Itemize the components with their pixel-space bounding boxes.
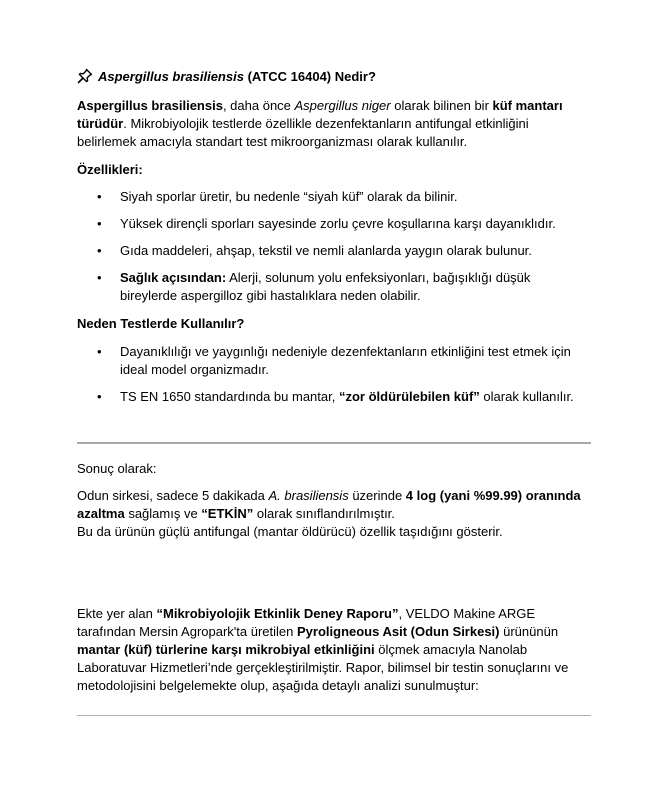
result-text-3: sağlamış ve — [124, 506, 202, 521]
why-heading: Neden Testlerde Kullanılır? — [77, 316, 245, 331]
list-item-text: Siyah sporlar üretir, bu nedenle “siyah küf” olarak da bilinir. — [120, 189, 458, 204]
divider — [77, 442, 591, 444]
report-text-2: , VELDO Makine ARGE tarafından Mersin Agropark'ta üretilen — [77, 606, 536, 639]
intro-text-1: , daha önce — [222, 98, 295, 113]
bullet: • — [97, 389, 102, 404]
intro-species: Aspergillus brasiliensis — [77, 98, 223, 113]
bullet: • — [97, 216, 102, 231]
list-item-text: Yüksek dirençli sporları sayesinde zorlu çevre koşullarına karşı dayanıklıdır. — [120, 216, 556, 231]
result-text-4: olarak sınıflandırılmıştır. — [253, 506, 395, 521]
list-item-text — [120, 388, 590, 406]
report-product: Pyroligneous Asit (Odun Sirkesi) — [297, 624, 500, 639]
result-heading: Sonuç olarak: — [77, 461, 157, 476]
item2-text-a: TS EN 1650 standardında bu mantar, — [120, 389, 339, 404]
list-item-text: Dayanıklılığı ve yaygınlığı nedeniyle dezenfektanların etkinliğini test etmek için ideal model organizmadır. — [120, 344, 571, 377]
result-species: A. brasiliensis — [268, 488, 349, 503]
features-heading: Özellikleri: — [77, 162, 143, 177]
result-text-2: üzerinde — [348, 488, 406, 503]
intro-paragraph — [77, 97, 591, 151]
report-title: “Mikrobiyolojik Etkinlik Deney Raporu” — [156, 606, 399, 621]
result-reduction: 4 log (yani %99.99) oranında azaltma — [77, 488, 581, 521]
pushpin-icon — [77, 68, 93, 84]
report-text-4: ölçmek amacıyla Nanolab Laboratuvar Hizmetleri’nde gerçekleştirilmiştir. Rapor, bilimsel bir testin sonuçlarını ve metodolojisini belgelemekte olup, aşağıda detaylı analizi sunulmuştur: — [77, 642, 569, 693]
report-scope: mantar (küf) türlerine karşı mikrobiyal etkinliğini — [77, 642, 375, 657]
health-label: Sağlık açısından: — [120, 270, 227, 285]
divider — [77, 715, 591, 716]
intro-text-2: olarak bilinen bir — [390, 98, 493, 113]
report-text-3: ürününün — [499, 624, 559, 639]
result-text-1: Odun sirkesi, sadece 5 dakikada — [77, 488, 269, 503]
list-item-text — [120, 269, 590, 305]
bullet: • — [97, 344, 102, 359]
bullet: • — [97, 270, 102, 285]
result-paragraph — [77, 487, 591, 541]
report-text-1: Ekte yer alan — [77, 606, 157, 621]
item2-bold: “zor öldürülebilen küf” — [338, 389, 480, 404]
title-species: Aspergillus brasiliensis — [98, 69, 244, 84]
report-paragraph — [77, 605, 591, 695]
intro-mold-type: küf mantarı türüdür — [77, 98, 563, 131]
intro-former-name: Aspergillus niger — [294, 98, 391, 113]
result-rating: “ETKİN” — [201, 506, 254, 521]
section-title — [77, 68, 376, 86]
intro-text-3: . Mikrobiyolojik testlerde özellikle dezenfektanların antifungal etkinliğini belirlemek amacıyla standart test mikroorganizması olarak kullanılır. — [77, 116, 529, 149]
bullet: • — [97, 243, 102, 258]
bullet: • — [97, 189, 102, 204]
result-conclusion: Bu da ürünün güçlü antifungal (mantar öldürücü) özellik taşıdığını gösterir. — [77, 524, 503, 539]
health-text: Alerji, solunum yolu enfeksiyonları, bağışıklığı düşük bireylerde aspergilloz gibi hastalıklara neden olabilir. — [120, 270, 531, 303]
title-rest: (ATCC 16404) Nedir? — [243, 69, 376, 84]
item2-text-c: olarak kullanılır. — [479, 389, 574, 404]
list-item-text: Gıda maddeleri, ahşap, tekstil ve nemli alanlarda yaygın olarak bulunur. — [120, 243, 532, 258]
